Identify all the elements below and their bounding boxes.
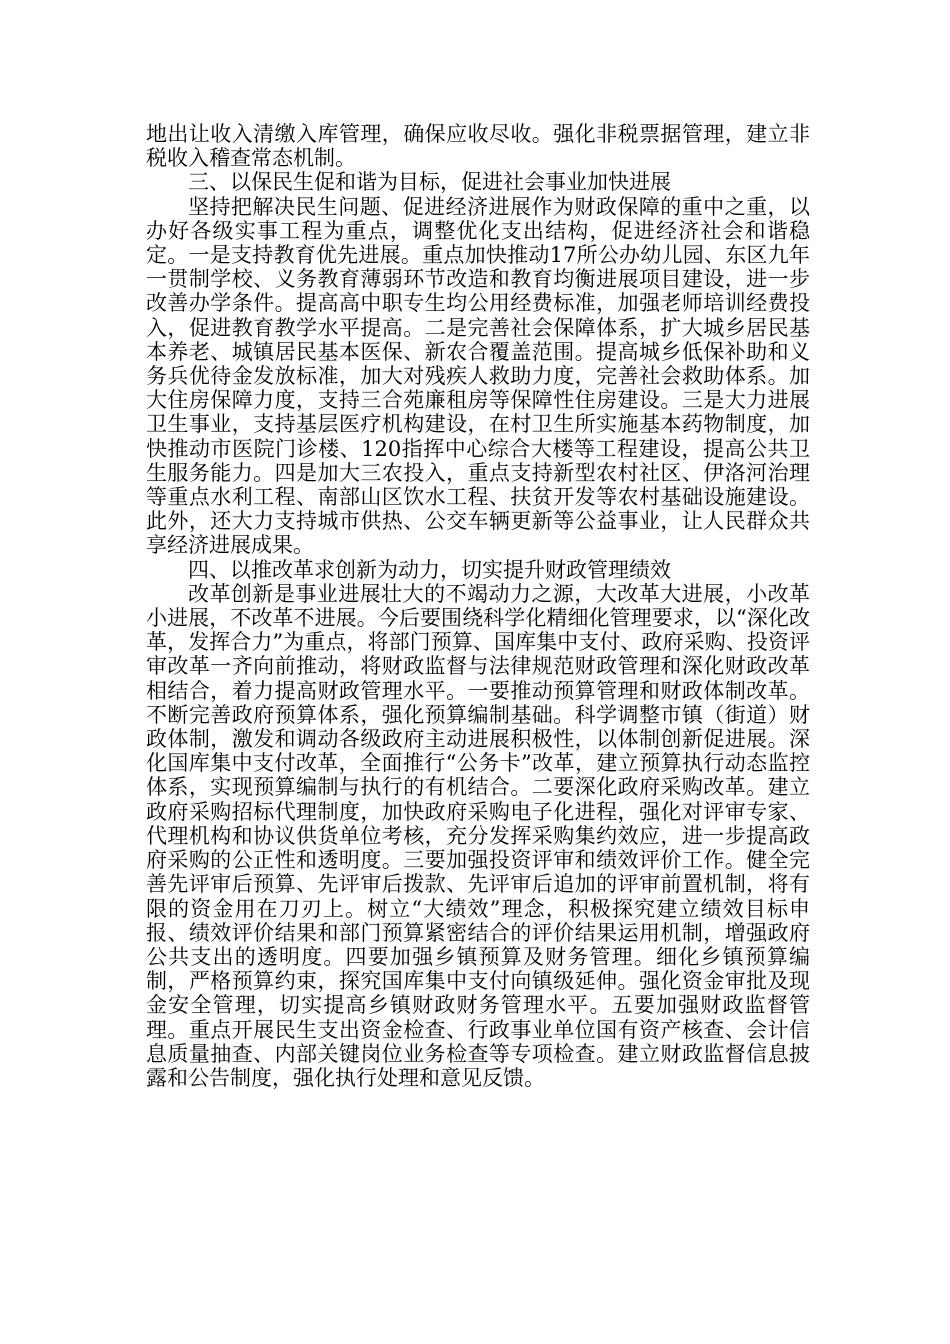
paragraph-social-undertakings: 坚持把解决民生问题、促进经济进展作为财政保障的重中之重，以办好各级实事工程为重点，调整优化支出结构，促进经济社会和谐稳定。一是支持教育优先进展。重点加快推动17所公办幼儿园、东区九年一贯制学校、义务教育薄弱环节改造和教育均衡进展项目建设，进一步改善办学条件。提高高中职专生均公用经费标准，加强老师培训经费投入，促进教育教学水平提高。二是完善社会保障体系，扩大城乡居民基本养老、城镇居民基本医保、新农合覆盖范围。提高城乡低保补助和义务兵优待金发放标准，加大对残疾人救助力度，完善社会救助体系。加大住房保障力度，支持三合苑廉租房等保障性住房建设。三是大力进展卫生事业，支持基层医疗机构建设，在村卫生所实施基本药物制度，加快推动市医院门诊楼、120指挥中心综合大楼等工程建设，提高公共卫生服务能力。四是加大三农投入，重点支持新型农村社区、伊洛河治理等重点水利工程、南部山区饮水工程、扶贫开发等农村基础设施建设。此外，还大力支持城市供热、公交车辆更新等公益事业，让人民群众共享经济进展成果。 [146, 194, 810, 558]
section-heading-4: 四、以推改革求创新为动力，切实提升财政管理绩效 [188, 557, 671, 582]
paragraph-reform-innovation: 改革创新是事业进展壮大的不竭动力之源，大改革大进展，小改革小进展，不改革不进展。今后要围绕科学化精细化管理要求，以“深化改革，发挥合力”为重点，将部门预算、国库集中支付、政府采购、投资评审改革一齐向前推动，将财政监督与法律规范财政管理和深化财政改革相结合，着力提高财政管理水平。一要推动预算管理和财政体制改革。不断完善政府预算体系，强化预算编制基础。科学调整市镇（街道）财政体制，激发和调动各级政府主动进展积极性，以体制创新促进展。深化国库集中支付改革，全面推行“公务卡”改革，建立预算执行动态监控体系，实现预算编制与执行的有机结合。二要深化政府采购改革。建立政府采购招标代理制度，加快政府采购电子化进程，强化对评审专家、代理机构和协议供货单位考核，充分发挥采购集约效应，进一步提高政府采购的公正性和透明度。三要加强投资评审和绩效评价工作。健全完善先评审后预算、先评审后拨款、先评审后追加的评审前置机制，将有限的资金用在刀刃上。树立“大绩效”理念，积极探究建立绩效目标申报、绩效评价结果和部门预算紧密结合的评价结果运用机制，增强政府公共支出的透明度。四要加强乡镇预算及财务管理。细化乡镇预算编制，严格预算约束，探究国库集中支付向镇级延伸。强化资金审批及现金安全管理，切实提高乡镇财政财务管理水平。五要加强财政监督管理。重点开展民生支出资金检查、行政事业单位国有资产核查、会计信息质量抽查、内部关键岗位业务检查等专项检查。建立财政监督信息披露和公告制度，强化执行处理和意见反馈。 [146, 581, 810, 1090]
section-heading-3: 三、以保民生促和谐为目标，促进社会事业加快进展 [188, 170, 671, 195]
paragraph-continuation: 地出让收入清缴入库管理，确保应收尽收。强化非税票据管理，建立非税收入稽查常态机制。 [146, 122, 810, 171]
document-page [146, 122, 810, 1090]
